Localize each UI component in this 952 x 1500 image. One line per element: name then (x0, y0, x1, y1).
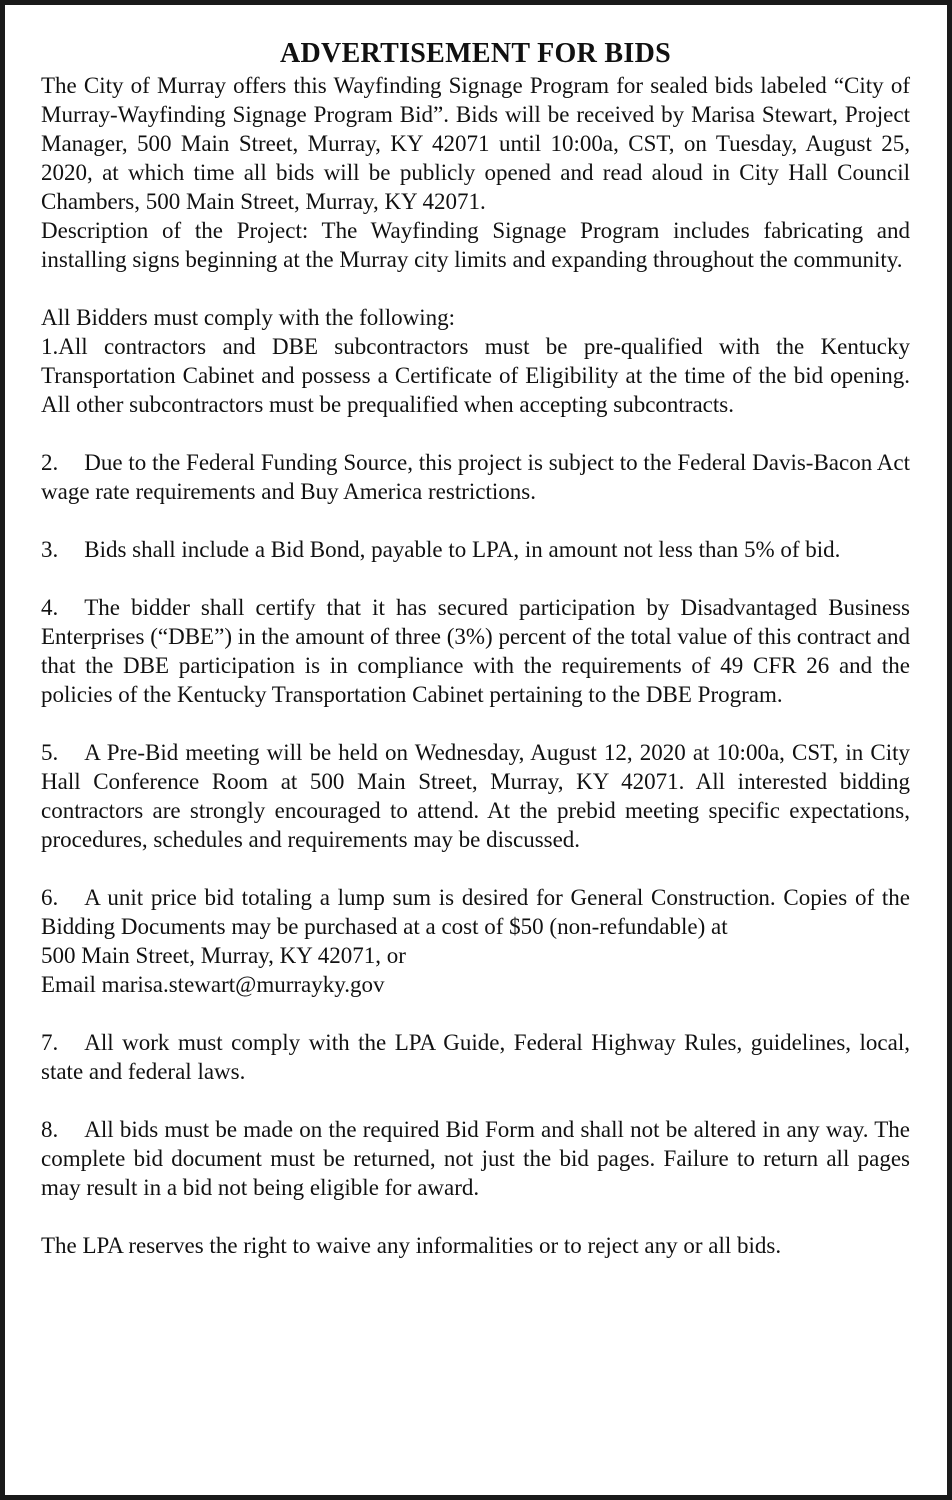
item-text: A unit price bid totaling a lump sum is desired for General Construction. Copies of the Bidding Documents may be purchased at a cost of $50 (non-refundable) at (41, 885, 910, 939)
item-text: All contractors and DBE subcontractors must be pre-qualified with the Kentucky Transportation Cabinet and possess a Certificate of Eligibility at the time of the bid opening. All other subcontractors must be prequalified when accepting subcontracts. (41, 334, 910, 417)
requirement-item-2 (41, 448, 910, 506)
item-number: 7. (41, 1030, 59, 1055)
item-number: 6. (41, 885, 59, 910)
item-number: 1. (41, 334, 59, 359)
requirement-item-8 (41, 1115, 910, 1202)
requirement-item-1 (41, 332, 910, 419)
project-description: Description of the Project: The Wayfinding Signage Program includes fabricating and installing signs beginning at the Murray city limits and expanding throughout the community. (41, 218, 910, 272)
item-text: Due to the Federal Funding Source, this project is subject to the Federal Davis-Bacon Act wage rate requirements and Buy America restrictions. (41, 450, 910, 504)
item-number: 3. (41, 537, 59, 562)
item-text: All work must comply with the LPA Guide, Federal Highway Rules, guidelines, local, state and federal laws. (41, 1030, 910, 1084)
item-number: 5. (41, 740, 59, 765)
requirements-heading: All Bidders must comply with the following: (41, 305, 455, 330)
item-number: 8. (41, 1117, 59, 1142)
contact-email[interactable]: Email marisa.stewart@murrayky.gov (41, 972, 385, 997)
requirement-item-5 (41, 738, 910, 854)
item-text: A Pre-Bid meeting will be held on Wednesday, August 12, 2020 at 10:00a, CST, in City Hall Conference Room at 500 Main Street, Murray, KY 42071. All interested bidding contractors are strongly encouraged to attend. At the prebid meeting specific expectations, procedures, schedules and requirements may be discussed. (41, 740, 910, 852)
item-number: 4. (41, 595, 59, 620)
item-number: 2. (41, 450, 59, 475)
requirement-item-6 (41, 883, 910, 999)
intro-paragraph: The City of Murray offers this Wayfinding Signage Program for sealed bids labeled “City of Murray-Wayfinding Signage Program Bid”. Bids will be received by Marisa Stewart, Project Manager, 500 Main Street, Murray, KY 42071 until 10:00a, CST, on Tuesday, August 25, 2020, at which time all bids will be publicly opened and read aloud in City Hall Council Chambers, 500 Main Street, Murray, KY 42071. (41, 73, 910, 214)
item-text: The bidder shall certify that it has secured participation by Disadvantaged Business Enterprises (“DBE”) in the amount of three (3%) percent of the total value of this contract and that the DBE participation is in compliance with the requirements of 49 CFR 26 and the policies of the Kentucky Transportation Cabinet pertaining to the DBE Program. (41, 595, 910, 707)
item-text: All bids must be made on the required Bid Form and shall not be altered in any way. The complete bid document must be returned, not just the bid pages. Failure to return all pages may result in a bid not being eligible for award. (41, 1117, 910, 1200)
purchase-address: 500 Main Street, Murray, KY 42071, or (41, 943, 406, 968)
page-title: ADVERTISEMENT FOR BIDS (280, 38, 671, 69)
item-text: Bids shall include a Bid Bond, payable to LPA, in amount not less than 5% of bid. (84, 537, 841, 562)
requirement-item-3 (41, 535, 910, 564)
requirement-item-7 (41, 1028, 910, 1086)
requirement-item-4 (41, 593, 910, 709)
closing-statement: The LPA reserves the right to waive any informalities or to reject any or all bids. (41, 1233, 782, 1258)
